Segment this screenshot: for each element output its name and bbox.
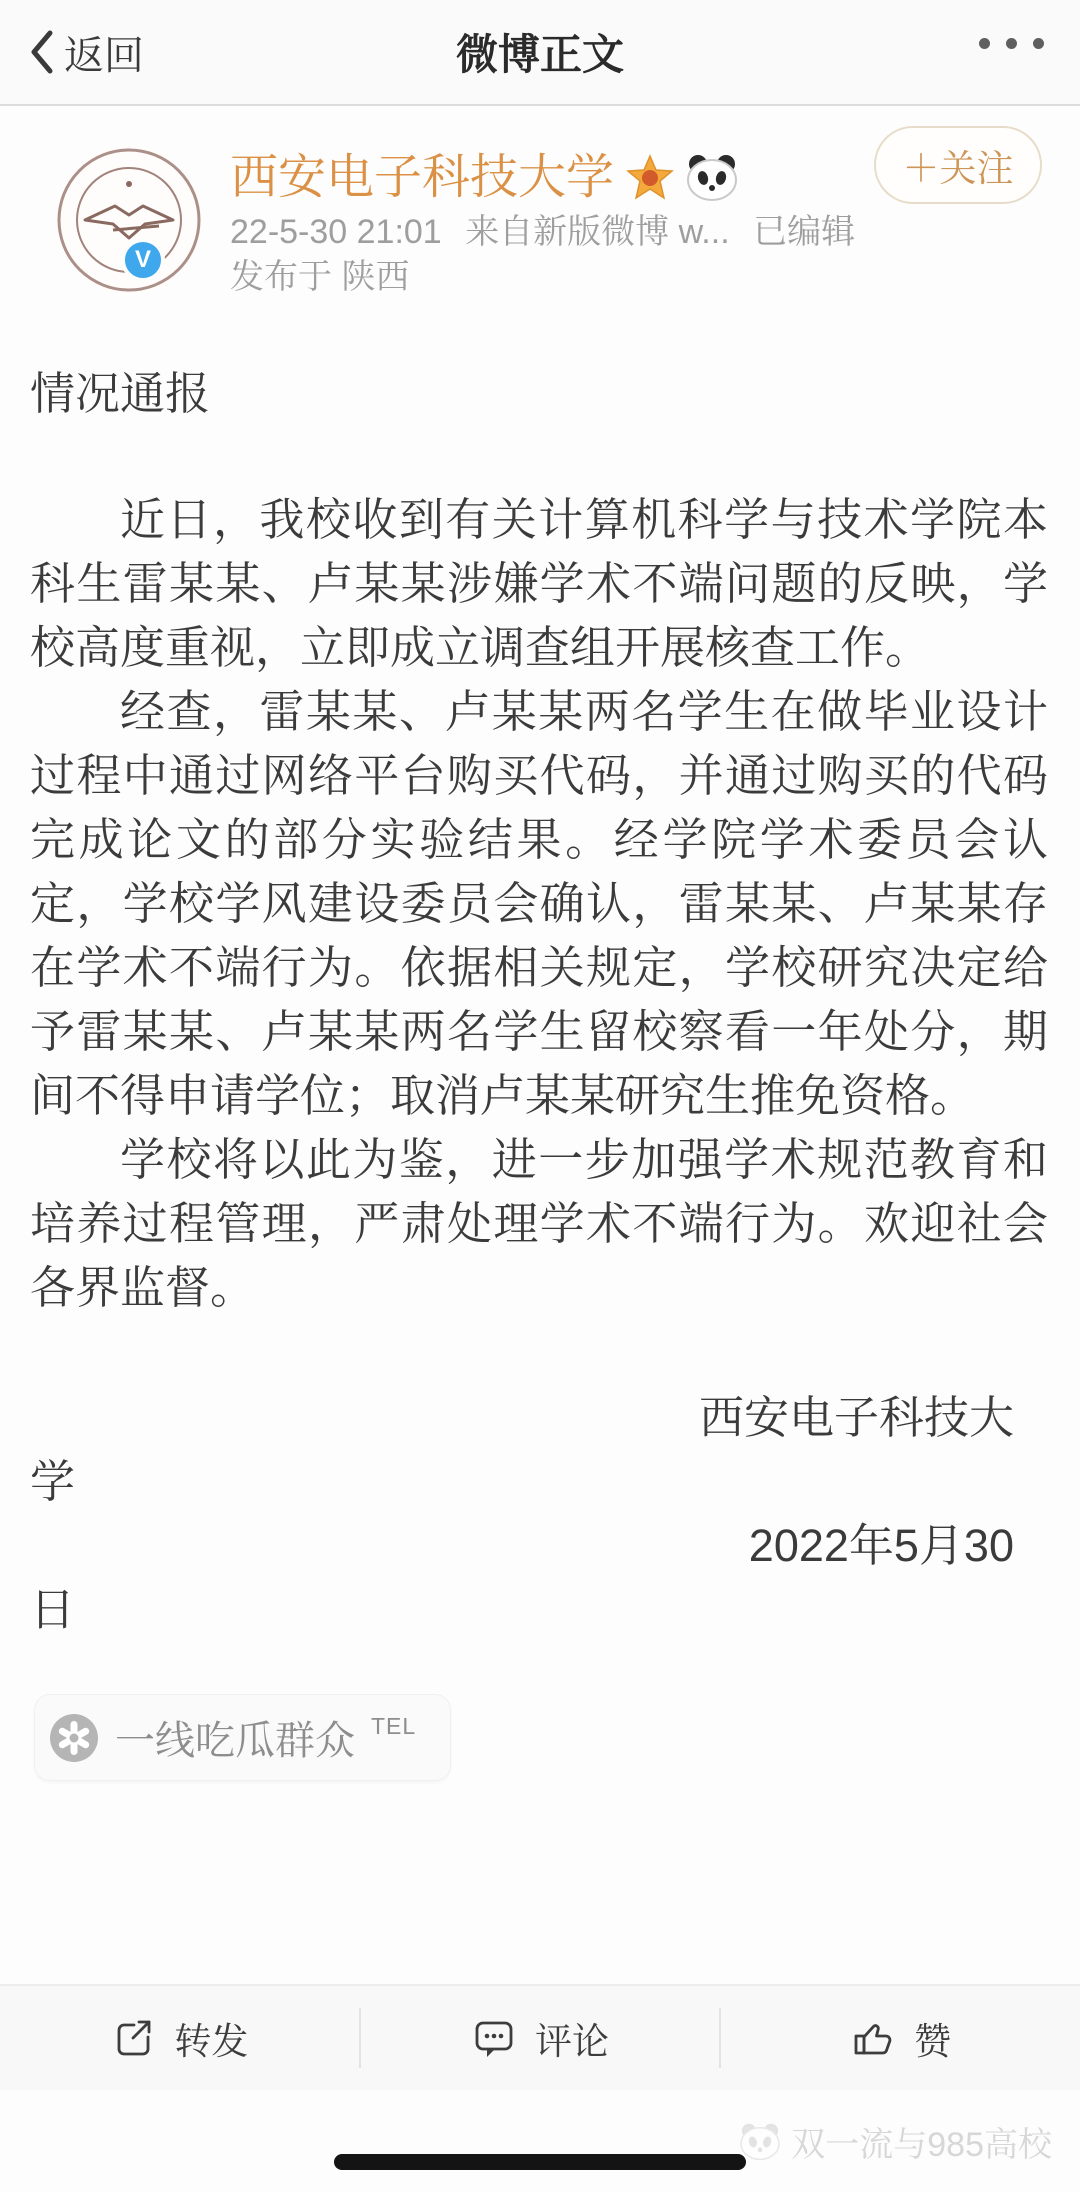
verified-badge-icon: V xyxy=(121,238,165,282)
gold-v-badge-icon xyxy=(626,154,674,202)
back-label: 返回 xyxy=(64,33,144,78)
panda-emoji-icon xyxy=(686,154,738,202)
action-bar xyxy=(0,1984,1080,2090)
panda-logo-icon xyxy=(739,2123,781,2161)
edited-label: 已编辑 xyxy=(753,213,856,251)
post-heading: 情况通报 xyxy=(30,368,211,419)
username[interactable]: 西安电子科技大学 xyxy=(230,151,615,204)
author-header xyxy=(0,106,1080,316)
flower-icon xyxy=(49,1713,99,1763)
post-time: 22-5-30 21:01 xyxy=(230,213,442,251)
post-source: 来自新版微博 w... xyxy=(465,213,730,251)
post-paragraph: 近日，我校收到有关计算机科学与技术学院本科生雷某某、卢某某涉嫌学术不端问题的反映，学校高度重视，立即成立调查组开展核查工作。 xyxy=(30,494,1048,673)
signature-line: 学 xyxy=(30,1456,76,1507)
avatar[interactable] xyxy=(55,146,203,294)
signature-line: 2022年5月30 xyxy=(748,1520,1014,1571)
topic-tag[interactable]: 一线吃瓜群众 $^{TEL}$ xyxy=(34,1694,451,1781)
like-icon xyxy=(850,2015,896,2061)
comment-label: 评论 xyxy=(535,2021,609,2062)
more-dots-icon xyxy=(1033,38,1044,49)
like-label: 赞 xyxy=(914,2021,952,2062)
more-dots-icon xyxy=(1006,38,1017,49)
post-body xyxy=(0,316,1080,1642)
back-button[interactable] xyxy=(28,24,144,81)
more-dots-icon xyxy=(979,38,990,49)
watermark-text: 双一流与985高校 xyxy=(791,2126,1052,2164)
repost-icon xyxy=(110,2015,156,2061)
signature-line: 日 xyxy=(30,1584,76,1635)
comment-button[interactable] xyxy=(361,1986,720,2090)
watermark xyxy=(739,2117,1052,2166)
repost-button[interactable] xyxy=(0,1986,359,2090)
post-paragraph: 经查，雷某某、卢某某两名学生在做毕业设计过程中通过网络平台购买代码，并通过购买的代码完成论文的部分实验结果。经学院学术委员会认定，学校学风建设委员会确认，雷某某、卢某某存在学术不端行为。依据相关规定，学校研究决定给予雷某某、卢某某两名学生留校察看一年处分，期间不得申请学位；取消卢某某研究生推免资格。 xyxy=(30,686,1048,1121)
home-indicator[interactable] xyxy=(334,2154,746,2170)
post-location: 发布于 陕西 xyxy=(230,258,410,296)
post-paragraph: 学校将以此为鉴，进一步加强学术规范教育和培养过程管理，严肃处理学术不端行为。欢迎社会各界监督。 xyxy=(30,1134,1048,1313)
follow-button[interactable]: ＋关注 xyxy=(874,126,1042,204)
tag-label: 一线吃瓜群众 xyxy=(115,1719,355,1763)
like-button[interactable] xyxy=(721,1986,1080,2090)
back-chevron-icon xyxy=(28,29,54,75)
university-seal-icon xyxy=(55,281,203,298)
signature-line: 西安电子科技大 xyxy=(698,1392,1014,1443)
page-title: 微博正文 xyxy=(455,31,624,78)
top-nav-bar xyxy=(0,0,1080,106)
more-button[interactable] xyxy=(973,32,1050,55)
repost-label: 转发 xyxy=(174,2021,249,2062)
comment-icon xyxy=(471,2015,517,2061)
